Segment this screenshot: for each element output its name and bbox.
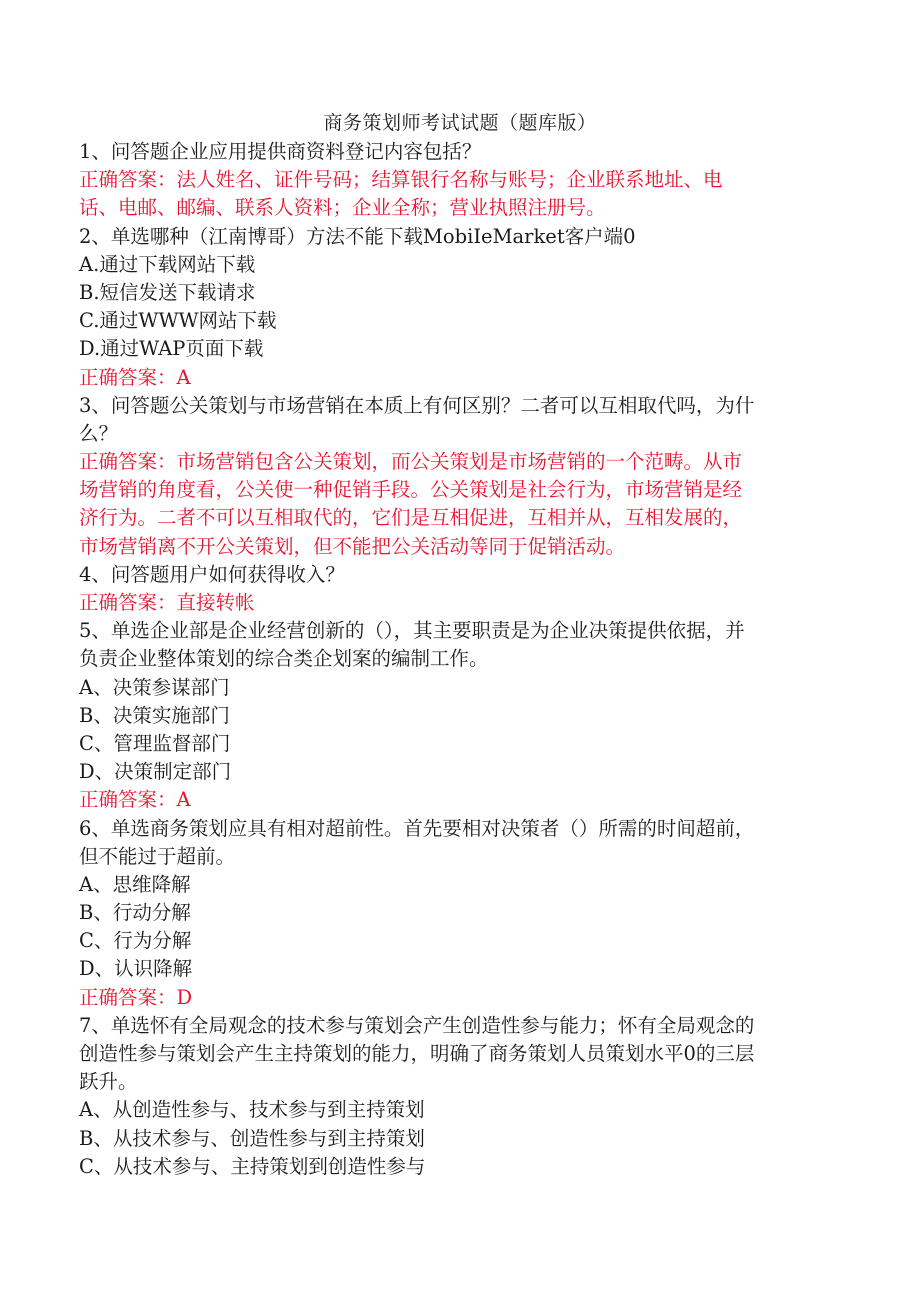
answer-line [79,448,839,476]
question-line: 创造性参与策划会产生主持策划的能力，明确了商务策划人员策划水平0的三层 [79,1042,755,1065]
question-line: 6、单选商务策划应具有相对超前性。首先要相对决策者（）所需的时间超前， [79,816,755,840]
option-line: C、管理监督部门 [79,731,231,755]
question-line: 7、单选怀有全局观念的技术参与策划会产生创造性参与能力；怀有全局观念的 [79,1013,755,1037]
answer-line [79,166,839,194]
answer-label: 正确答案： [79,168,177,192]
option-line: B、决策实施部门 [79,703,230,727]
question-line: 3、问答题公关策划与市场营销在本质上有何区别？二者可以互相取代吗，为什 [79,393,755,417]
answer-label: 正确答案： [79,591,177,614]
answer-line [79,786,839,814]
option-line: A、决策参谋部门 [79,675,230,699]
question-line: 4、问答题用户如何获得收入？ [79,562,345,586]
option-line: D、决策制定部门 [79,760,232,784]
question-line: 但不能过于超前。 [79,844,236,868]
option-line: A.通过下载网站下载 [79,252,256,276]
question-line: 么？ [79,421,119,445]
option-line: B、行动分解 [79,901,191,925]
option-line: C、从技术参与、主持策划到创造性参与 [79,1154,426,1178]
option-line: D、认识降解 [79,957,193,981]
answer-text: A [176,788,191,812]
question-line: 2、单选哪种（江南博哥）方法不能下载MobiIeMarket客户端0 [79,224,636,248]
option-line: C.通过WWW网站下载 [79,309,277,333]
answer-label: 正确答案： [79,365,177,389]
answer-continuation-line: 场营销的角度看，公关使一种促销手段。公关策划是社会行为，市场营销是经 [79,478,743,502]
option-line: D.通过WAP页面下载 [79,337,264,361]
answer-continuation-line: 市场营销离不开公关策划，但不能把公关活动等同于促销活动。 [79,534,626,558]
answer-line [79,589,839,617]
answer-text: 市场营销包含公关策划，而公关策划是市场营销的一个范畴。从市 [176,450,743,474]
answer-text: D [176,985,193,1009]
option-line: A、思维降解 [79,872,191,896]
option-line: A、从创造性参与、技术参与到主持策划 [79,1098,425,1122]
document-title: 商务策划师考试试题（题库版） [323,112,597,134]
answer-line [79,984,839,1012]
answer-label: 正确答案： [79,788,177,812]
answer-line [79,364,839,392]
answer-continuation-line: 济行为。二者不可以互相取代的，它们是互相促进，互相并从，互相发展的， [79,506,743,530]
answer-text: 法人姓名、证件号码；结算银行名称与账号；企业联系地址、电 [176,168,723,192]
question-line: 跃升。 [79,1070,138,1094]
question-line: 负责企业整体策划的综合类企划案的编制工作。 [79,647,489,671]
option-line: C、行为分解 [79,929,192,953]
option-line: B、从技术参与、创造性参与到主持策划 [79,1126,425,1150]
answer-text: A [176,365,191,389]
option-line: B.短信发送下载请求 [79,280,256,304]
answer-label: 正确答案： [79,985,177,1009]
answer-text: 直接转帐 [176,591,255,614]
answer-label: 正确答案： [79,450,177,474]
document-body [79,138,839,1181]
question-line: 5、单选企业部是企业经营创新的（），其主要职责是为企业决策提供依据，并 [79,619,745,643]
answer-continuation-line: 话、电邮、邮编、联系人资料；企业全称；营业执照注册号。 [79,196,606,220]
question-line: 1、问答题企业应用提供商资料登记内容包括？ [79,140,482,163]
